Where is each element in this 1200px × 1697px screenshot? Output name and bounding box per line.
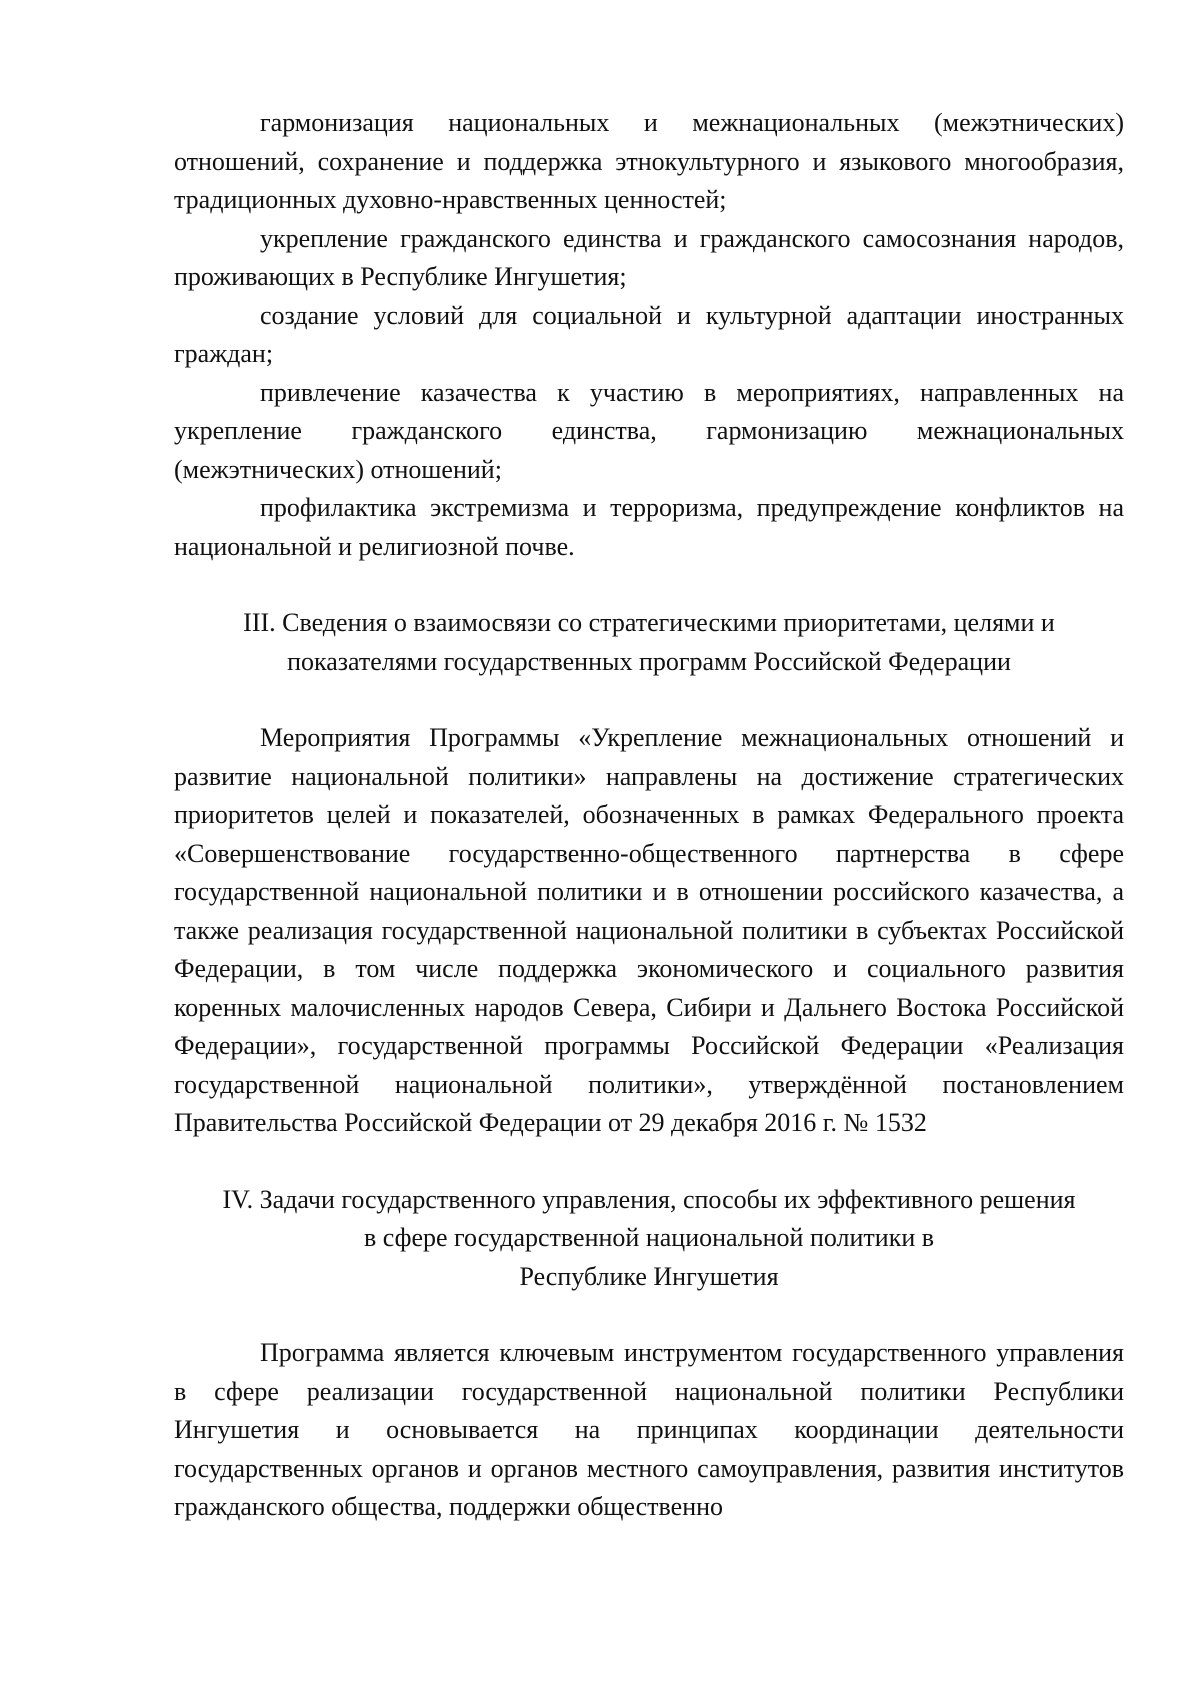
section-3-paragraph: Мероприятия Программы «Укрепление межнациональных отношений и развитие национальной политики» направлены на достижение стратегических приоритетов целей и показателей, обозначенных в рамках Федерального проекта «Совершенствование государственно-общественного партнерства в сфере государственной национальной политики и в отношении российского казачества, а также реализация государственной национальной политики в субъектах Российской Федерации, в том числе поддержка экономического и социального развития коренных малочисленных народов Севера, Сибири и Дальнего Востока Российской Федерации», государственной программы Российской Федерации «Реализация государственной национальной политики», утверждённой постановлением Правительства Российской Федерации от 29 декабря 2016 г. № 1532 (174, 723, 1124, 1137)
list-item-5: профилактика экстремизма и терроризма, предупреждение конфликтов на национальной и религиозной почве. (174, 493, 1124, 561)
document-page (174, 104, 1124, 1527)
section-4-heading-line-2: в сфере государственной национальной политики в (363, 1223, 935, 1252)
list-item-1: гармонизация национальных и межнациональных (межэтнических) отношений, сохранение и поддержка этнокультурного и языкового многообразия, традиционных духовно-нравственных ценностей; (174, 108, 1124, 214)
list-item-3: создание условий для социальной и культурной адаптации иностранных граждан; (174, 300, 1124, 368)
section-4-heading-line-1: IV. Задачи государственного управления, способы их эффективного решения (222, 1184, 1076, 1214)
section-3-heading (174, 604, 1124, 681)
section-4-paragraph: Программа является ключевым инструментом государственного управления в сфере реализации государственной национальной политики Республики Ингушетия и основывается на принципах координации деятельности государственных органов и органов местного самоуправления, развития институтов гражданского общества, поддержки общественно (174, 1338, 1124, 1521)
list-item-4: привлечение казачества к участию в мероприятиях, направленных на укрепление гражданского единства, гармонизацию межнациональных (межэтнических) отношений; (174, 377, 1124, 484)
section-3-heading-line-2: показателями государственных программ Российской Федерации (287, 646, 1011, 676)
section-3-heading-line-1: III. Сведения о взаимосвязи со стратегическими приоритетами, целями и (243, 608, 1055, 637)
list-item-2: укрепление гражданского единства и гражданского самосознания народов, проживающих в Республике Ингушетия; (174, 223, 1124, 291)
section-4-heading-line-3: Республике Ингушетия (519, 1261, 779, 1291)
section-4-heading (174, 1181, 1124, 1297)
